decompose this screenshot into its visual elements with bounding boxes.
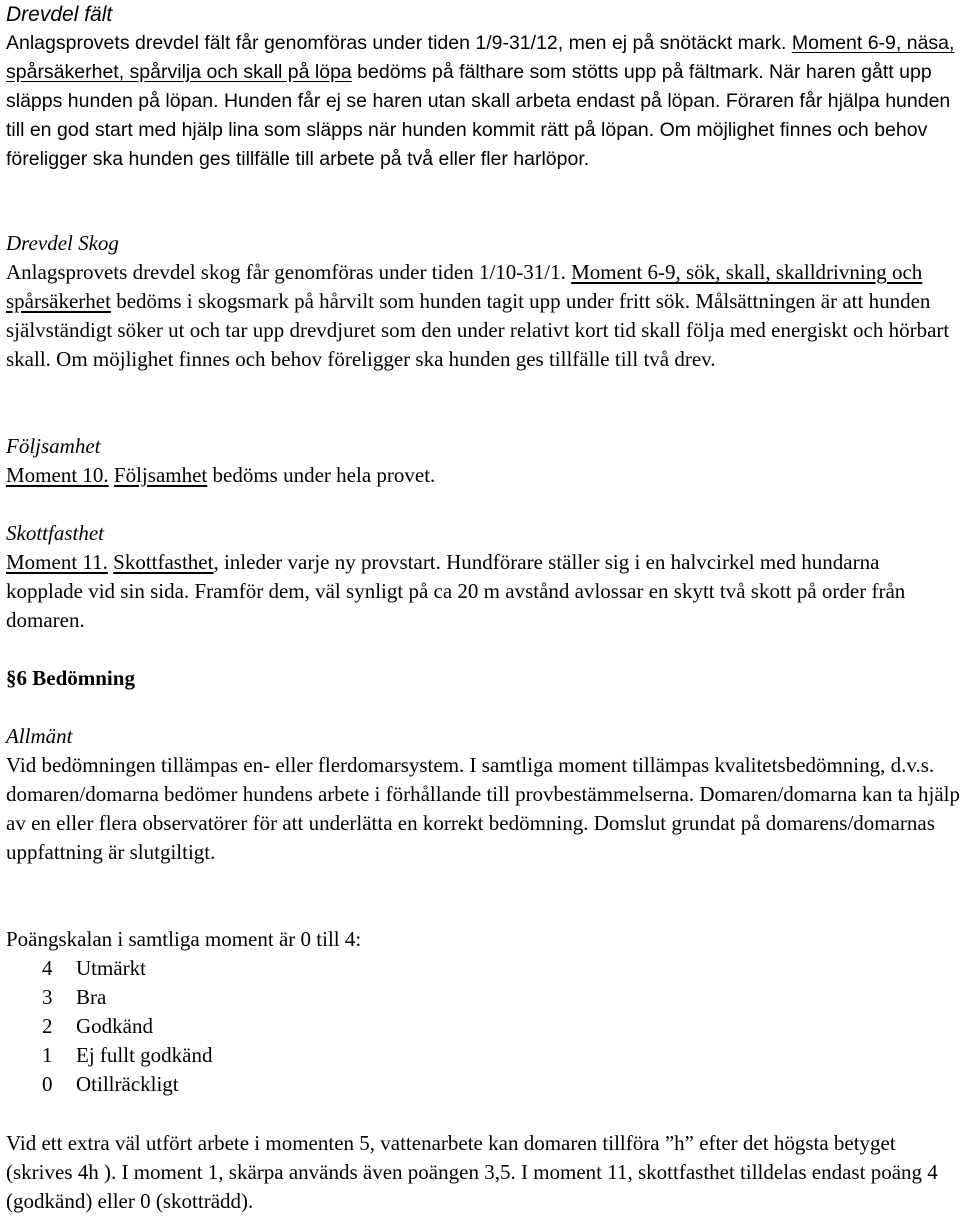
link-moment-11[interactable]: Moment 11. xyxy=(6,550,108,574)
section-poangskala xyxy=(6,925,960,1099)
heading-skottfasthet: Skottfasthet xyxy=(6,521,104,545)
text-foljsamhet: bedöms under hela provet. xyxy=(207,463,436,487)
score-label: Utmärkt xyxy=(76,956,146,980)
section-allmant xyxy=(6,722,960,867)
section-title-bedomning xyxy=(6,664,960,693)
link-moment-6-9-skog[interactable]: Moment 6-9, sök, skall, skalldrivning och spårsäkerhet xyxy=(6,260,923,313)
text-falt-description: bedöms på fälthare som stötts upp på fältmark. När haren gått upp släpps hunden på löpan. xyxy=(6,61,932,112)
score-value: 2 xyxy=(42,1014,53,1038)
heading-foljsamhet: Följsamhet xyxy=(6,434,101,458)
score-label: Ej fullt godkänd xyxy=(76,1043,213,1067)
score-value: 3 xyxy=(42,985,53,1009)
link-moment-10[interactable]: Moment 10. xyxy=(6,463,109,487)
section-symbol: § xyxy=(6,666,17,690)
section-title: 6 Bedömning xyxy=(16,666,135,690)
score-item xyxy=(6,983,960,1012)
paragraph-drevdel-falt xyxy=(6,29,960,174)
link-moment-6-9-falt[interactable]: Moment 6-9, näsa, spårsäkerhet, spårvilja och skall på löpa xyxy=(6,32,955,83)
section-foljsamhet xyxy=(6,432,960,490)
paragraph-foljsamhet xyxy=(6,461,960,490)
score-label: Godkänd xyxy=(76,1014,153,1038)
text-falt-rules: Hunden får ej se haren utan skall arbeta endast på löpan. Föraren får hjälpa hunden till en god start med hjälp lina som släpps när hunden kommit rätt på löpan. Om möjlighet finnes och behov föreligger ska hunden ges tillfälle till arbete på två eller fler harlöpor. xyxy=(6,90,951,170)
scale-intro: Poängskalan i samtliga moment är 0 till 4: xyxy=(6,927,362,951)
score-item xyxy=(6,1012,960,1041)
text-skog-description: bedöms i skogsmark på hårvilt som hunden tagit upp under fritt sök. Målsättningen är att hunden självständigt söker ut och tar upp drevdjuret som den under relativt kort tid skall följa med energiskt och hörbart skall. Om möjlighet finnes och behov föreligger ska hunden ges tillfälle till två drev. xyxy=(6,289,950,371)
section-drevdel-skog xyxy=(6,229,960,374)
score-value: 4 xyxy=(42,956,53,980)
heading-allmant: Allmänt xyxy=(6,724,73,748)
text-skog-period: Anlagsprovets drevdel skog får genomföras under tiden 1/10-31/1. xyxy=(6,260,572,284)
paragraph-drevdel-skog xyxy=(6,258,960,374)
score-item xyxy=(6,1070,960,1099)
score-list xyxy=(6,954,960,1099)
score-label: Bra xyxy=(76,985,107,1009)
score-label: Otillräckligt xyxy=(76,1072,179,1096)
section-skottfasthet xyxy=(6,519,960,635)
heading-drevdel-skog: Drevdel Skog xyxy=(6,231,119,255)
score-value: 0 xyxy=(42,1072,53,1096)
paragraph-closing: Vid ett extra väl utfört arbete i momenten 5, vattenarbete kan domaren tillföra ”h” efter det högsta betyget (skrives 4h ). I moment 1, skärpa används även poängen 3,5. I moment 11, skottfasthet tilldelas endast poäng 4 (godkänd) eller 0 (skotträdd). xyxy=(6,1131,938,1213)
score-item xyxy=(6,1041,960,1070)
link-foljsamhet[interactable]: Följsamhet xyxy=(113,463,208,487)
section-drevdel-falt xyxy=(6,0,960,174)
link-skottfasthet[interactable]: Skottfasthet xyxy=(113,550,214,574)
paragraph-skottfasthet xyxy=(6,548,960,635)
score-value: 1 xyxy=(42,1043,53,1067)
paragraph-allmant: Vid bedömningen tillämpas en- eller flerdomarsystem. I samtliga moment tillämpas kvalitetsbedömning, d.v.s. domaren/domarna bedömer hundens arbete i förhållande till provbestämmelserna. Domaren/domarna kan ta hjälp av en eller flera observatörer för att underlätta en korrekt bedömning. Domslut grundat på domarens/domarnas uppfattning är slutgiltigt. xyxy=(6,753,960,864)
text-skottfasthet: , inleder varje ny provstart. Hundförare ställer sig i en halvcirkel med hundarna kopplade vid sin sida. Framför dem, väl synligt på ca 20 m avstånd avlossar en skytt två skott på order från domaren. xyxy=(6,550,906,632)
score-item xyxy=(6,954,960,983)
text-falt-period: Anlagsprovets drevdel fält får genomföras under tiden 1/9-31/12, men ej på snötäckt mark. xyxy=(6,32,787,54)
heading-drevdel-falt: Drevdel fält xyxy=(6,3,113,26)
